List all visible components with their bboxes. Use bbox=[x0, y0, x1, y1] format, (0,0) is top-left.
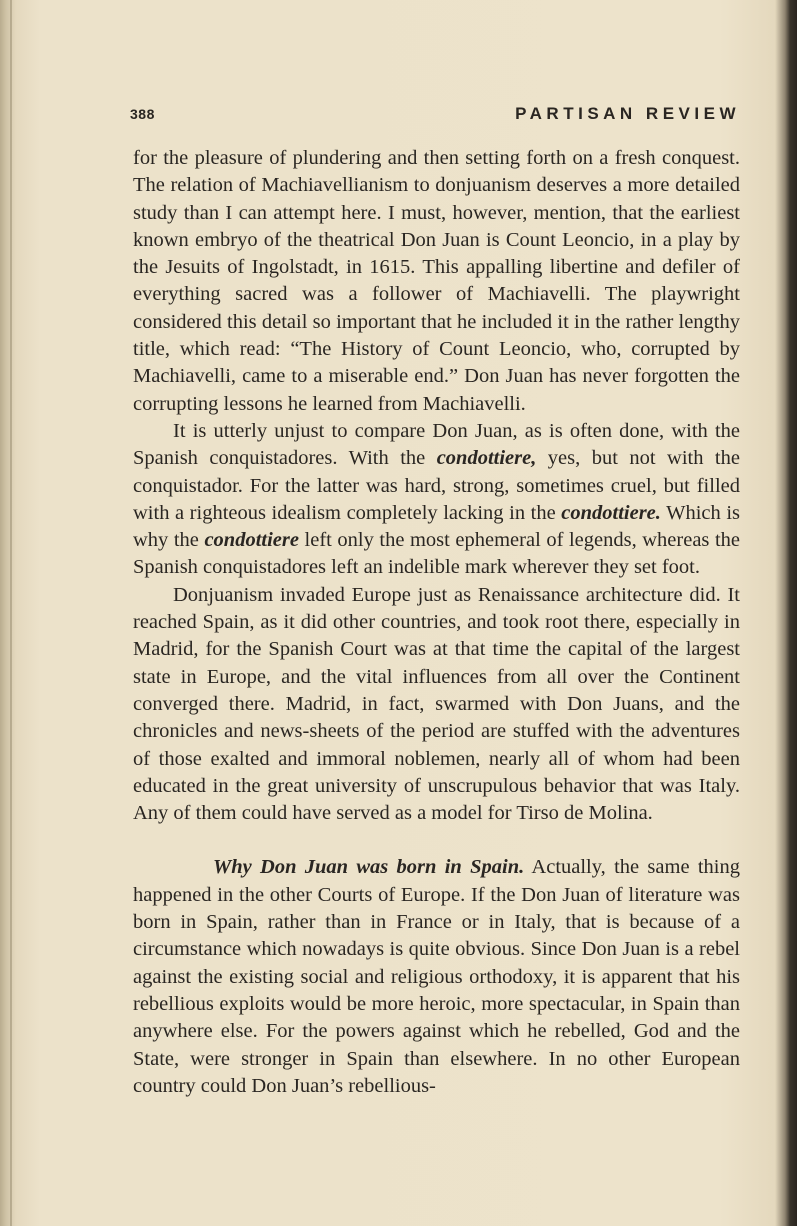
paragraph-2-text-3: Which is why the bbox=[133, 501, 740, 552]
section-break bbox=[133, 827, 740, 854]
paragraph-2-text-1: It is utterly unjust to compare Don Juan, as is often done, with the Spanish conquistadores. With the bbox=[133, 419, 740, 470]
paragraph-2 bbox=[133, 418, 740, 582]
page-number: 388 bbox=[130, 106, 155, 122]
paragraph-2-text-2: yes, but not with the conquistador. For the latter was hard, strong, sometimes cruel, but filled with a righteous idealism completely lacking in the bbox=[133, 447, 740, 524]
running-head bbox=[130, 100, 740, 130]
paragraph-1: for the pleasure of plundering and then setting forth on a fresh conquest. The relation of Machiavellianism to donjuanism deserves a more detailed study than I can attempt here. I must, however, mention, that the earliest known embryo of the theatrical Don Juan is Count Leoncio, in a play by the Jesuits of Ingolstadt, in 1615. This appalling libertine and defiler of everything sacred was a follower of Machiavelli. The playwright considered this detail so important that he included it in the rather lengthy title, which read: “The History of Count Leoncio, who, corrupted by Machiavelli, came to a miserable end.” Don Juan has never forgotten the corrupting lessons he learned from Machiavelli. bbox=[133, 147, 740, 415]
binding-gutter bbox=[10, 0, 12, 1226]
paragraph-2-text-4: left only the most ephemeral of legends, whereas the Spanish conquistadores left an indelible mark wherever they set foot. bbox=[133, 529, 740, 579]
paragraph-3: Donjuanism invaded Europe just as Renaissance architecture did. It reached Spain, as it did other countries, and took root there, especially in Madrid, for the Spanish Court was at that time the capital of the largest state in Europe, and the vital influences from all over the Continent converged there. Madrid, in fact, swarmed with Don Juans, and the chronicles and news-sheets of the period are stuffed with the adventures of those exalted and immoral noblemen, nearly all of whom had been educated in the great university of unscrupulous behavior that was Italy. Any of them could have served as a model for Tirso de Molina. bbox=[133, 583, 740, 825]
italic-condottiere-2: condottiere. bbox=[561, 501, 661, 524]
paragraph-4 bbox=[133, 854, 740, 1100]
italic-condottiere-1: condottiere, bbox=[436, 447, 537, 470]
journal-title: PARTISAN REVIEW bbox=[515, 104, 740, 123]
italic-condottiere-3: condottiere bbox=[204, 529, 299, 552]
section-heading: Why Don Juan was born in Spain. bbox=[213, 856, 525, 879]
body-text bbox=[133, 145, 740, 1100]
paragraph-4-text: Actually, the same thing happened in the other Courts of Europe. If the Don Juan of literature was born in Spain, rather than in France or in Italy, that is because of a circumstance which nowadays is quite obvious. Since Don Juan is a rebel against the existing social and religious orthodoxy, it is apparent that his rebellious exploits would be more heroic, more spectacular, in Spain than anywhere else. For the powers against which he rebelled, God and the State, were stronger in Spain than elsewhere. In no other European country could Don Juan’s rebellious- bbox=[133, 856, 740, 1097]
